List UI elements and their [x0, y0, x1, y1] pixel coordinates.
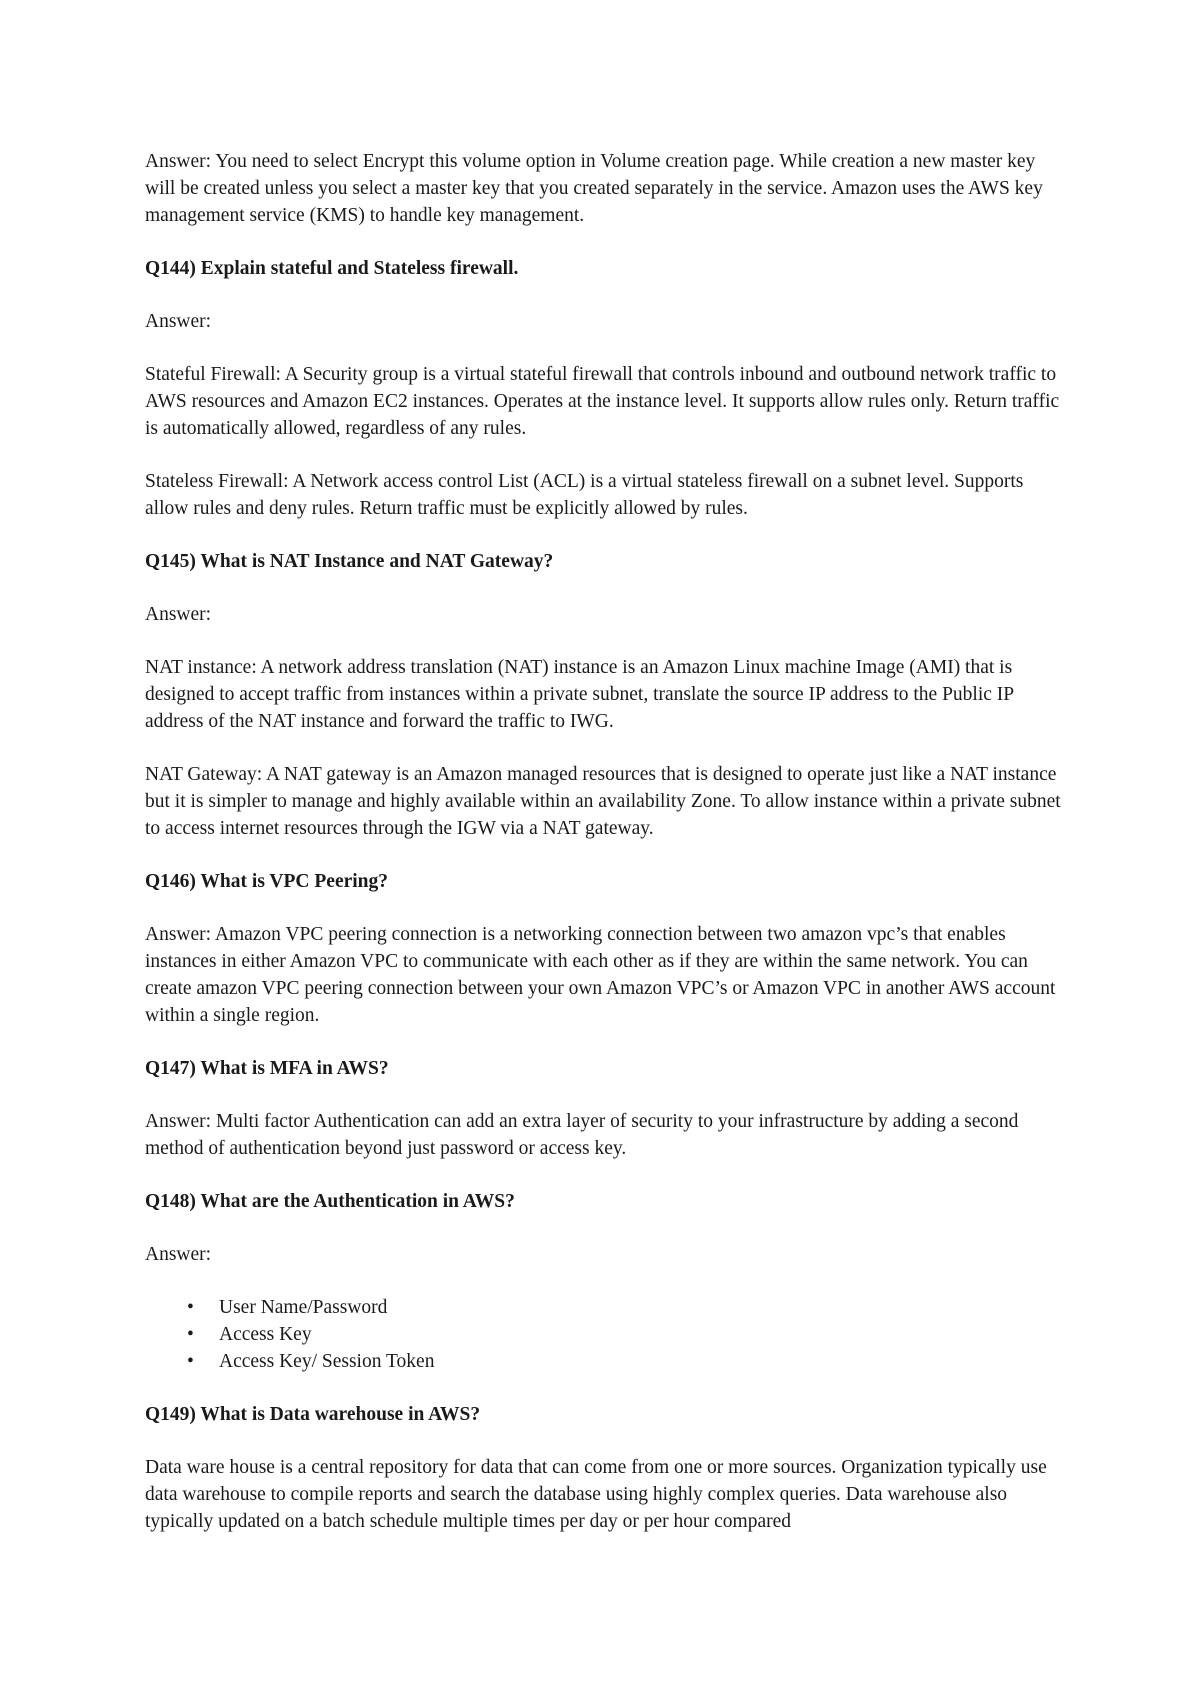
list-item-text: Access Key: [219, 1324, 312, 1345]
list-item: [187, 1321, 1070, 1348]
q145-answer-label: Answer:: [145, 604, 212, 625]
list-item-text: User Name/Password: [219, 1297, 388, 1318]
q143-answer: Answer: You need to select Encrypt this volume option in Volume creation page. While creation a new master key will be created unless you select a master key that you created separately in the service. Amazon uses the AWS key management service (KMS) to handle key management.: [145, 151, 1043, 226]
q144-answer-label: Answer:: [145, 311, 212, 332]
q146-answer: Answer: Amazon VPC peering connection is a networking connection between two amazon vpc’s that enables instances in either Amazon VPC to communicate with each other as if they are within the same network. You can create amazon VPC peering connection between your own Amazon VPC’s or Amazon VPC in another AWS account within a single region.: [145, 924, 1056, 1026]
q148-answer-label: Answer:: [145, 1244, 212, 1265]
list-item: [187, 1294, 1070, 1321]
q149-question: Q149) What is Data warehouse in AWS?: [145, 1404, 481, 1425]
q145-question: Q145) What is NAT Instance and NAT Gateway?: [145, 551, 554, 572]
q144-question: Q144) Explain stateful and Stateless firewall.: [145, 258, 519, 279]
list-item-text: Access Key/ Session Token: [219, 1351, 435, 1372]
q145-nat-gateway-paragraph: NAT Gateway: A NAT gateway is an Amazon managed resources that is designed to operate just like a NAT instance but it is simpler to manage and highly available within an availability Zone. To allow instance within a private subnet to access internet resources through the IGW via a NAT gateway.: [145, 764, 1061, 839]
q149-answer: Data ware house is a central repository for data that can come from one or more sources. Organization typically use data warehouse to compile reports and search the database using highly complex queries. Data warehouse also typically updated on a batch schedule multiple times per day or per hour compared: [145, 1457, 1047, 1532]
q145-nat-instance-paragraph: NAT instance: A network address translation (NAT) instance is an Amazon Linux machine Image (AMI) that is designed to accept traffic from instances within a private subnet, translate the source IP address to the Public IP address of the NAT instance and forward the traffic to IWG.: [145, 657, 1014, 732]
q147-answer: Answer: Multi factor Authentication can add an extra layer of security to your infrastructure by adding a second method of authentication beyond just password or access key.: [145, 1111, 1019, 1159]
q147-question: Q147) What is MFA in AWS?: [145, 1058, 389, 1079]
document-body: [145, 148, 1070, 1535]
q144-stateful-paragraph: Stateful Firewall: A Security group is a virtual stateful firewall that controls inbound and outbound network traffic to AWS resources and Amazon EC2 instances. Operates at the instance level. It supports allow rules only. Return traffic is automatically allowed, regardless of any rules.: [145, 364, 1060, 439]
list-item: [187, 1348, 1070, 1375]
bullet-icon: •: [187, 1324, 194, 1345]
bullet-icon: •: [187, 1351, 194, 1372]
q144-stateless-paragraph: Stateless Firewall: A Network access control List (ACL) is a virtual stateless firewall on a subnet level. Supports allow rules and deny rules. Return traffic must be explicitly allowed by rules.: [145, 471, 1024, 519]
q148-auth-list: [145, 1294, 1070, 1375]
q148-question: Q148) What are the Authentication in AWS?: [145, 1191, 515, 1212]
q146-question: Q146) What is VPC Peering?: [145, 871, 389, 892]
bullet-icon: •: [187, 1297, 194, 1318]
